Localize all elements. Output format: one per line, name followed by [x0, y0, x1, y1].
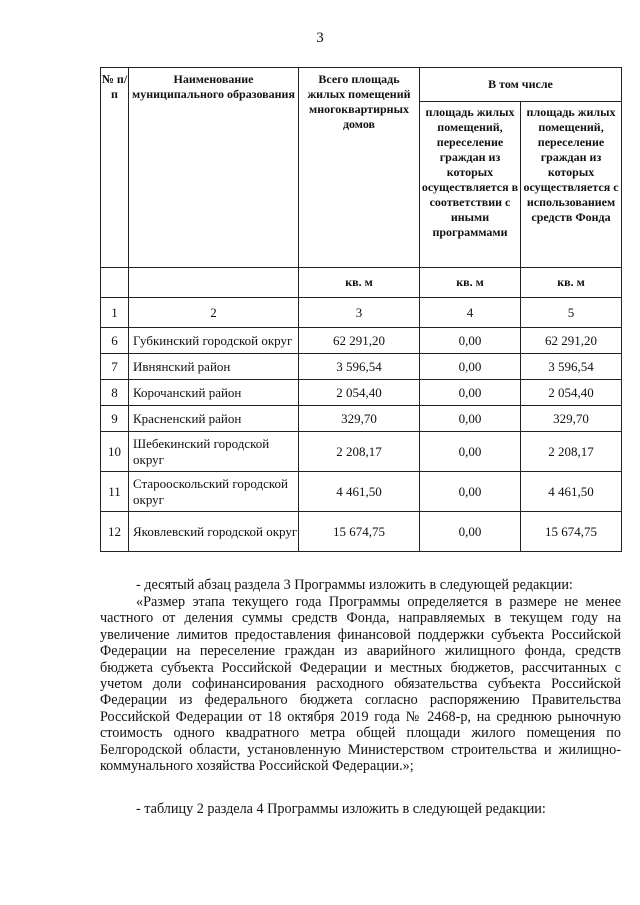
- table-row: [101, 472, 622, 512]
- housing-area-table: [100, 67, 622, 552]
- row-other: 0,00: [420, 512, 521, 552]
- header-num: № п/п: [101, 68, 129, 268]
- unit-other: кв. м: [420, 268, 521, 298]
- row-other: 0,00: [420, 328, 521, 354]
- row-other: 0,00: [420, 472, 521, 512]
- row-municipality: Ивнянский район: [129, 354, 299, 380]
- col-number-1: 1: [101, 298, 129, 328]
- row-fund: 329,70: [521, 406, 622, 432]
- table-row: [101, 354, 622, 380]
- row-fund: 3 596,54: [521, 354, 622, 380]
- row-number: 9: [101, 406, 129, 432]
- row-fund: 4 461,50: [521, 472, 622, 512]
- table-row: [101, 328, 622, 354]
- row-number: 7: [101, 354, 129, 380]
- row-municipality: Корочанский район: [129, 380, 299, 406]
- row-total: 2 054,40: [299, 380, 420, 406]
- col-number-4: 4: [420, 298, 521, 328]
- row-municipality: Старооскольский городской округ: [129, 472, 299, 512]
- row-fund: 2 208,17: [521, 432, 622, 472]
- row-municipality: Красненский район: [129, 406, 299, 432]
- header-municipality: Наименование муниципального образования: [129, 68, 299, 268]
- row-number: 12: [101, 512, 129, 552]
- col-number-5: 5: [521, 298, 622, 328]
- row-number: 11: [101, 472, 129, 512]
- unit-empty-1: [101, 268, 129, 298]
- row-total: 2 208,17: [299, 432, 420, 472]
- col-number-2: 2: [129, 298, 299, 328]
- row-fund: 2 054,40: [521, 380, 622, 406]
- row-total: 329,70: [299, 406, 420, 432]
- row-municipality: Яковлевский городской округ: [129, 512, 299, 552]
- row-other: 0,00: [420, 354, 521, 380]
- table-row: [101, 512, 622, 552]
- header-total-area: Всего площадь жилых помещений многоквартирных домов: [299, 68, 420, 268]
- row-municipality: Шебекинский городской округ: [129, 432, 299, 472]
- paragraph-instruction-2: - таблицу 2 раздела 4 Программы изложить в следующей редакции:: [136, 801, 546, 817]
- row-other: 0,00: [420, 380, 521, 406]
- table-row: [101, 406, 622, 432]
- row-total: 4 461,50: [299, 472, 420, 512]
- row-number: 6: [101, 328, 129, 354]
- row-number: 8: [101, 380, 129, 406]
- table-row: [101, 432, 622, 472]
- paragraph-quoted-amendment: «Размер этапа текущего года Программы определяется в размере не менее частного от деления суммы средств Фонда, направляемых в текущем году на увеличение лимитов предоставления финансовой поддержки субъекта Российской Федерации на переселение граждан из аварийного жилищного фонда, средств бюджета субъекта Российской Федерации и местных бюджетов, рассчитанных с учетом доли софинансирования расходного обязательства субъекта Российской Федерации из федерального бюджета согласно распоряжению Правительства Российской Федерации от 18 октября 2019 года № 2468-р, на среднюю рыночную стоимость одного квадратного метра общей площади жилого помещения по Белгородской области, установленную Министерством строительства и жилищно-коммунального хозяйства Российской Федерации.»;: [100, 594, 621, 775]
- row-municipality: Губкинский городской округ: [129, 328, 299, 354]
- header-including: В том числе: [420, 68, 622, 102]
- row-total: 3 596,54: [299, 354, 420, 380]
- row-number: 10: [101, 432, 129, 472]
- header-fund: площадь жилых помещений, переселение граждан из которых осуществляется с использованием средств Фонда: [521, 102, 622, 268]
- row-total: 62 291,20: [299, 328, 420, 354]
- unit-total: кв. м: [299, 268, 420, 298]
- col-number-3: 3: [299, 298, 420, 328]
- page-number: 3: [316, 30, 324, 46]
- row-fund: 15 674,75: [521, 512, 622, 552]
- row-fund: 62 291,20: [521, 328, 622, 354]
- row-other: 0,00: [420, 406, 521, 432]
- unit-fund: кв. м: [521, 268, 622, 298]
- header-other-programs: площадь жилых помещений, переселение граждан из которых осуществляется в соответствии с иными программами: [420, 102, 521, 268]
- row-total: 15 674,75: [299, 512, 420, 552]
- unit-empty-2: [129, 268, 299, 298]
- row-other: 0,00: [420, 432, 521, 472]
- table-row: [101, 380, 622, 406]
- paragraph-instruction-1: - десятый абзац раздела 3 Программы изложить в следующей редакции:: [136, 577, 573, 593]
